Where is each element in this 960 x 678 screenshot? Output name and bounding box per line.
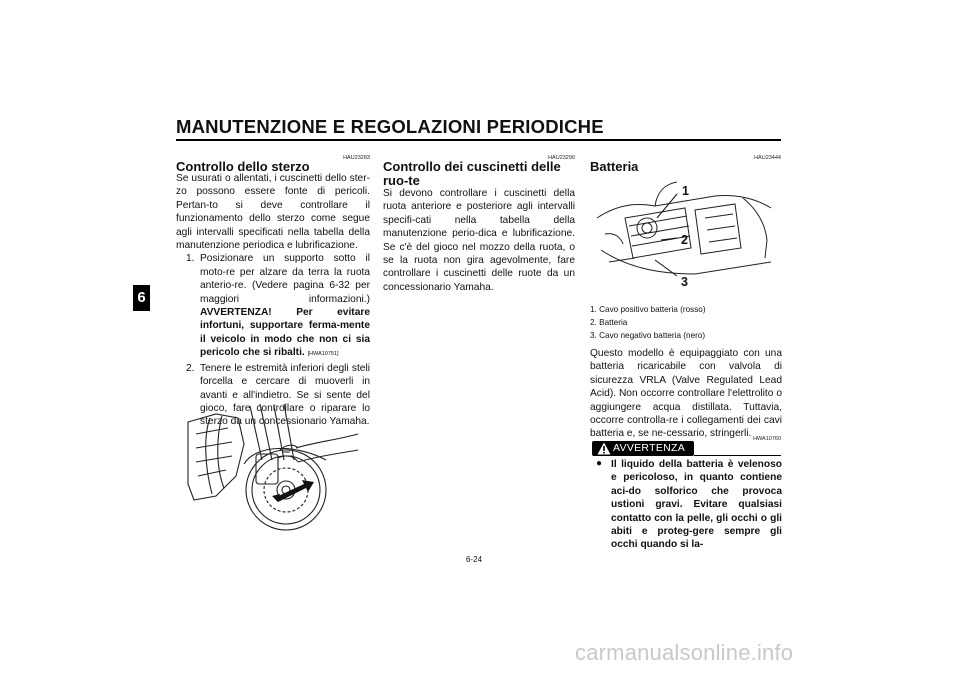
warning-header — [592, 441, 694, 456]
page-number: 6-24 — [466, 555, 483, 564]
warning-label: AVVERTENZA — [613, 442, 686, 454]
callout-1: 1 — [682, 184, 689, 198]
callout-2: 2 — [681, 233, 688, 247]
chapter-tab: 6 — [133, 285, 150, 311]
step-1 — [186, 252, 370, 361]
steering-check-illustration — [186, 404, 362, 532]
watermark: carmanualsonline.info — [575, 640, 794, 665]
warning-body — [596, 458, 782, 552]
section-code: HAU23283 — [343, 155, 370, 161]
step-1-ref-code: [HWA10751] — [307, 351, 339, 358]
step-1-text: Posizionare un supporto sotto il moto-re per alzare da terra la ruota anterio-re. (Vedere pagina 6-32 per maggiori informazioni.) — [200, 253, 370, 305]
step-1-number: 1. — [186, 253, 195, 265]
section-code: HAU23444 — [754, 155, 781, 161]
step-2-number: 2. — [186, 362, 195, 374]
battery-caption-list — [590, 303, 782, 343]
step-1-warning: AVVERTENZA! Per evitare infortuni, supportare ferma-mente il veicolo in modo che non ci sia pericolo che si ribalti. — [200, 307, 370, 359]
bullet-icon: ● — [596, 458, 603, 469]
warning-rule — [694, 455, 781, 456]
section-title-steering: Controllo dello sterzo — [176, 159, 310, 174]
caption-item: 1. Cavo positivo batteria (rosso) — [590, 305, 706, 314]
caption-item: 2. Batteria — [590, 318, 628, 328]
step-2-text: Tenere le estremità inferiori degli steli forcella e cercare di muoverli in avanti e all'indietro. Se si sente del gioco, fare controllare o riparare lo sterzo da un concessionario Yamaha. — [200, 362, 370, 428]
section-code: HAU23290 — [548, 155, 575, 161]
warning-text: Il liquido della batteria è velenoso e pericoloso, in quanto contiene aci-do solforico che provoca ustioni gravi. Evitare qualsiasi contatto con la pelle, gli occhi o gli abiti e proteg-gere sempre gli occhi quando si la- — [611, 459, 782, 551]
wheel-bearings-text: Si devono controllare i cuscinetti della ruota anteriore e posteriore agli intervalli specifi-cati nella tabella della manutenzione perio-dica e lubrificazione. Se c'è del gioco nel mozzo della ruota, o se la ruota non gira agevolmente, fare controllare i cuscinetti delle ruote da un concessionario Yamaha. — [383, 188, 575, 293]
warning-code: HWA10760 — [753, 436, 781, 442]
steering-section-body — [176, 172, 370, 429]
caption-item: 3. Cavo negativo batteria (nero) — [590, 331, 706, 341]
section-title-wheel-bearings: Controllo dei cuscinetti delle ruo-te — [383, 159, 561, 188]
page-title: MANUTENZIONE E REGOLAZIONI PERIODICHE — [176, 116, 604, 137]
title-rule — [176, 139, 781, 141]
steering-intro: Se usurati o allentati, i cuscinetti dello ster-zo possono essere fonte di pericoli. Pertan-to si deve controllare il funzionamento dello sterzo come segue agli intervalli specificati nella tabella della manutenzione periodica e lubrificazione. — [176, 173, 370, 252]
callout-3: 3 — [681, 275, 688, 289]
section-title-battery: Batteria — [590, 159, 639, 174]
battery-text: Questo modello è equipaggiato con una batteria ricaricabile con valvola di sicurezza VRLA (Valve Regulated Lead Acid). Non occorre controllare l'elettrolito o aggiungere acqua distillata. Tuttavia, occorre controlla-re i collegamenti dei cavi batteria e, se ne-cessario, stringerli. — [590, 348, 782, 440]
warning-triangle-icon — [597, 442, 611, 455]
